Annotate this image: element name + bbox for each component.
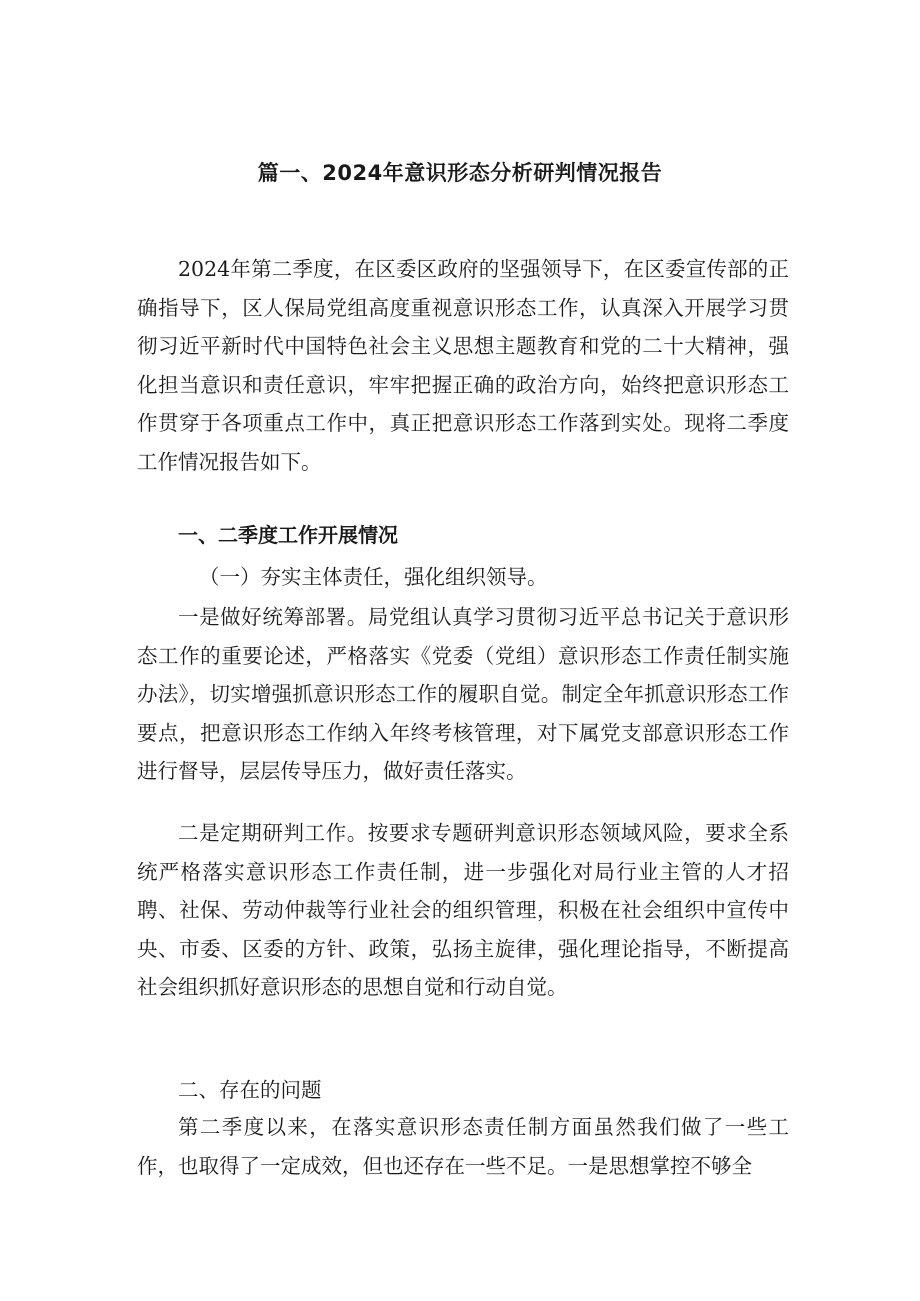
document-title: 篇一、2024年意识形态分析研判情况报告	[257, 161, 663, 185]
paragraph-analysis: 二是定期研判工作。按要求专题研判意识形态领域风险，要求全系统严格落实意识形态工作责任制，进一步强化对局行业主管的人才招聘、社保、劳动仲裁等行业社会的组织管理，积极在社会组织中宣传中央、市委、区委的方针、政策，弘扬主旋律，强化理论指导，不断提高社会组织抓好意识形态的思想自觉和行动自觉。	[137, 821, 789, 1000]
paragraph-problems: 第二季度以来，在落实意识形态责任制方面虽然我们做了一些工作，也取得了一定成效，但也还存在一些不足。一是思想掌控不够全	[137, 1115, 789, 1178]
section2-heading: 二、存在的问题	[178, 1078, 322, 1102]
section1-subheading: （一）夯实主体责任，强化组织领导。	[199, 565, 548, 589]
intro-paragraph: 2024年第二季度，在区委区政府的坚强领导下，在区委宣传部的正确指导下，区人保局党组高度重视意识形态工作，认真深入开展学习贯彻习近平新时代中国特色社会主义思想主题教育和党的二十大精神，强化担当意识和责任意识，牢牢把握正确的政治方向，始终把意识形态工作贯穿于各项重点工作中，真正把意识形态工作落到实处。现将二季度工作情况报告如下。	[137, 257, 789, 474]
section1-heading: 一、二季度工作开展情况	[178, 523, 398, 547]
paragraph-coordination: 一是做好统筹部署。局党组认真学习贯彻习近平总书记关于意识形态工作的重要论述，严格落实《党委（党组）意识形态工作责任制实施办法》，切实增强抓意识形态工作的履职自觉。制定全年抓意识形态工作要点，把意识形态工作纳入年终考核管理，对下属党支部意识形态工作进行督导，层层传导压力，做好责任落实。	[137, 605, 789, 784]
